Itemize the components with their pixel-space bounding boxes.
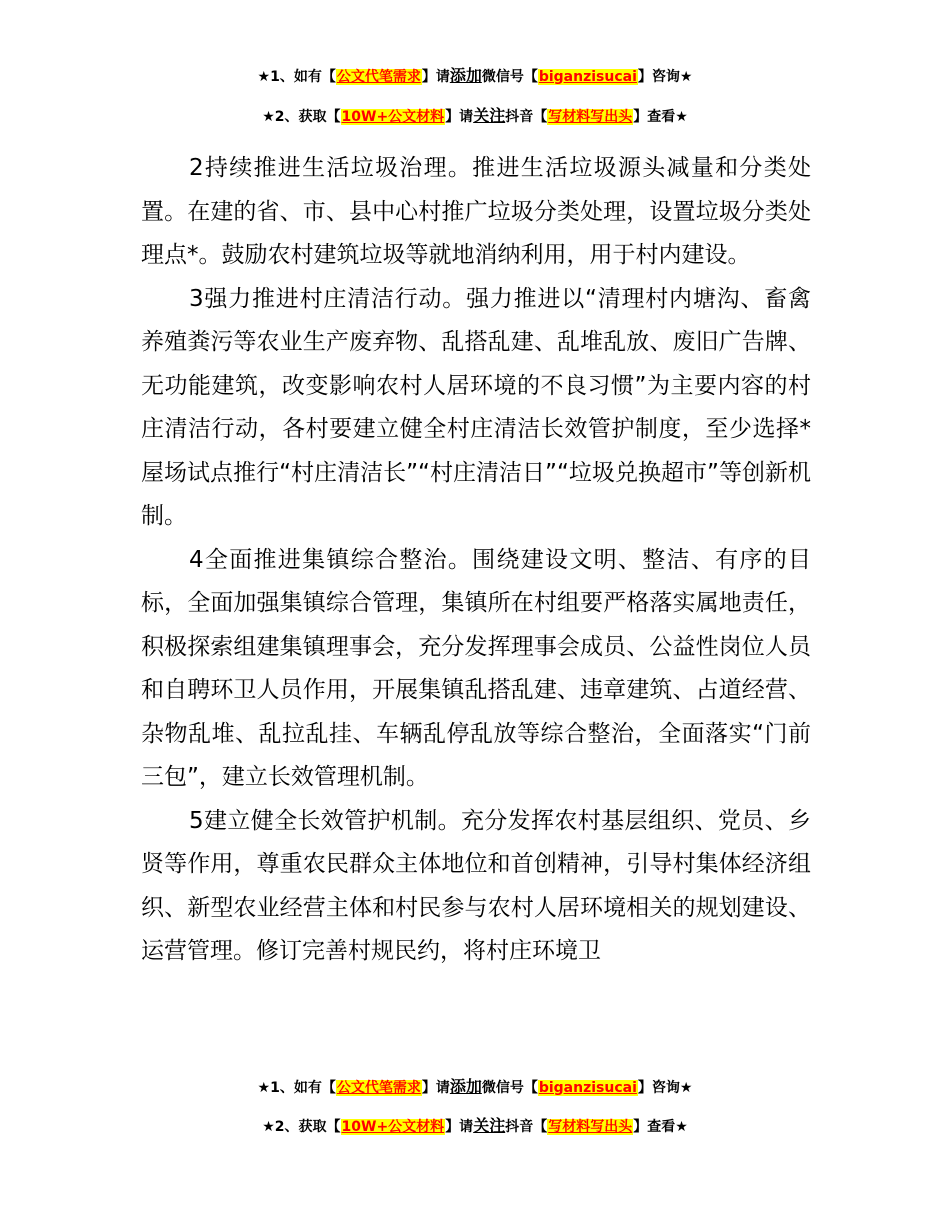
emphasis-text: 添加 (449, 66, 482, 85)
banner-text: ★2、获取【 (262, 1119, 341, 1135)
document-body (141, 147, 811, 974)
banner-text: 】查看★ (633, 109, 688, 125)
highlight-tag: 公文代笔需求 (336, 1080, 421, 1096)
banner-text: 微信号【 (481, 69, 538, 85)
banner-text: 】咨询★ (637, 1080, 693, 1096)
douyin-account: 写材料写出头 (548, 109, 633, 125)
wechat-id: biganzisucai (538, 1080, 637, 1096)
header-banner-line-2 (0, 106, 950, 127)
paragraph-5: 5建立健全长效管护机制。充分发挥农村基层组织、党员、乡贤等作用，尊重农民群众主体地位和首创精神，引导村集体经济组织、新型农业经营主体和村民参与农村人居环境相关的规划建设、运营管理。修订完善村规民约，将村庄环境卫 (141, 807, 811, 964)
highlight-tag: 10W+公文材料 (341, 1119, 445, 1135)
footer-banner-line-1 (0, 1077, 950, 1098)
highlight-tag: 公文代笔需求 (336, 69, 421, 85)
paragraph-4: 4全面推进集镇综合整治。围绕建设文明、整洁、有序的目标，全面加强集镇综合管理，集镇所在村组要严格落实属地责任，积极探索组建集镇理事会，充分发挥理事会成员、公益性岗位人员和自聘环卫人员作用，开展集镇乱搭乱建、违章建筑、占道经营、杂物乱堆、乱拉乱挂、车辆乱停乱放等综合整治，全面落实“门前三包”，建立长效管理机制。 (141, 546, 811, 790)
banner-text: 】请 (421, 69, 450, 85)
paragraph-2: 2持续推进生活垃圾治理。推进生活垃圾源头减量和分类处置。在建的省、市、县中心村推广垃圾分类处理，设置垃圾分类处理点*。鼓励农村建筑垃圾等就地消纳利用，用于村内建设。 (141, 155, 811, 268)
banner-text: 微信号【 (481, 1080, 538, 1096)
banner-text: 】请 (421, 1080, 450, 1096)
banner-text: 】咨询★ (637, 69, 693, 85)
wechat-id: biganzisucai (538, 69, 637, 85)
emphasis-text: 关注 (473, 106, 506, 125)
banner-text: 】请 (445, 1119, 474, 1135)
banner-text: 抖音【 (505, 109, 548, 125)
header-banner-line-1 (0, 66, 950, 87)
emphasis-text: 添加 (449, 1077, 482, 1096)
paragraph-3: 3强力推进村庄清洁行动。强力推进以“清理村内塘沟、畜禽养殖粪污等农业生产废弃物、乱搭乱建、乱堆乱放、废旧广告牌、无功能建筑，改变影响农村人居环境的不良习惯”为主要内容的村庄清洁行动，各村要建立健全村庄清洁长效管护制度，至少选择*屋场试点推行“村庄清洁长”“村庄清洁日”“垃圾兑换超市”等创新机制。 (141, 285, 811, 529)
banner-text: 】请 (445, 109, 474, 125)
douyin-account: 写材料写出头 (548, 1119, 633, 1135)
banner-text: ★2、获取【 (262, 109, 341, 125)
footer-banner-line-2 (0, 1116, 950, 1137)
emphasis-text: 关注 (473, 1116, 506, 1135)
banner-text: ★1、如有【 (257, 69, 336, 85)
highlight-tag: 10W+公文材料 (341, 109, 445, 125)
banner-text: ★1、如有【 (257, 1080, 336, 1096)
banner-text: 抖音【 (505, 1119, 548, 1135)
banner-text: 】查看★ (633, 1119, 688, 1135)
